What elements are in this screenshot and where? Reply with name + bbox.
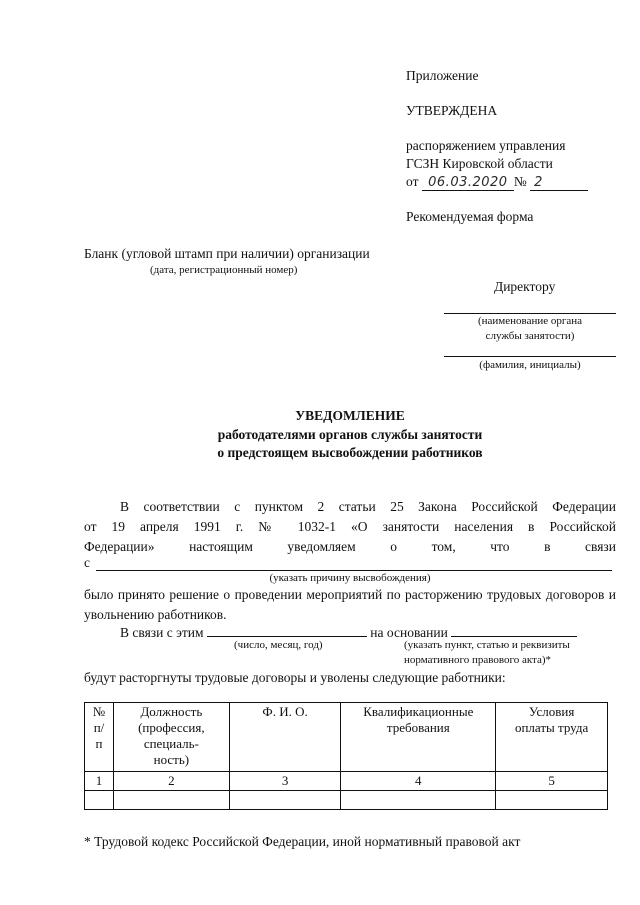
header-qualification: Квалификационные требования: [341, 703, 496, 772]
document-subtitle-2: о предстоящем высвобождении работников: [217, 445, 483, 460]
p3-middle: на основании: [370, 625, 448, 640]
table-cell: 1: [85, 772, 114, 791]
order-date-value: 06.03.2020: [422, 175, 514, 191]
addressee-director: Директору: [494, 279, 556, 294]
basis-hint-1: (указать пункт, статью и реквизиты: [404, 639, 570, 651]
table-cell: 2: [113, 772, 229, 791]
person-name-line: [444, 356, 616, 357]
body-line-1: В соответствии с пунктом 2 статьи 25 Закона Российской Федерации: [120, 499, 616, 514]
document-title: УВЕДОМЛЕНИЕ: [295, 408, 405, 423]
name-hint: (фамилия, инициалы): [479, 359, 581, 371]
table-cell: [85, 791, 114, 810]
org-hint-1: (наименование органа: [477, 315, 583, 327]
table-cell: [496, 791, 608, 810]
date-prefix: от: [406, 174, 419, 189]
reason-hint: (указать причину высвобождения): [269, 572, 431, 584]
letterhead-blank: Бланк (угловой штамп при наличии) организации: [84, 246, 370, 261]
appendix-label: Приложение: [406, 68, 479, 83]
footnote: * Трудовой кодекс Российской Федерации, иной нормативный правовой акт: [84, 834, 521, 849]
body-paragraph-4: будут расторгнуты трудовые договоры и уволены следующие работники:: [84, 670, 506, 685]
header-position: Должность (профессия, специаль- ность): [113, 703, 229, 772]
order-line-1: распоряжением управления: [406, 138, 566, 153]
recommended-form-label: Рекомендуемая форма: [406, 209, 534, 224]
number-prefix: №: [513, 174, 527, 189]
header-number: № п/ п: [85, 703, 114, 772]
basis-blank-line: [451, 622, 577, 637]
table-cell: [229, 791, 341, 810]
date-hint: (число, месяц, год): [234, 639, 323, 651]
p3-prefix: В связи с этим: [120, 625, 204, 640]
body-line-4-prefix: с: [84, 555, 90, 570]
org-hint-2: службы занятости): [485, 330, 575, 342]
table-cell: 4: [341, 772, 496, 791]
table-cell: 3: [229, 772, 341, 791]
body-line-3: Федерации» настоящим уведомляем о том, что в связи: [84, 539, 616, 554]
basis-hint-2: нормативного правового акта)*: [404, 654, 552, 666]
date-blank-line: [207, 622, 367, 637]
order-number-value: 2: [530, 175, 588, 191]
order-line-2: ГСЗН Кировской области: [406, 156, 553, 171]
order-date-line: [406, 174, 588, 191]
approved-label: УТВЕРЖДЕНА: [406, 103, 498, 118]
table-cell: [113, 791, 229, 810]
document-subtitle-1: работодателями органов службы занятости: [217, 427, 483, 442]
header-full-name: Ф. И. О.: [229, 703, 341, 772]
body-paragraph-2: было принято решение о проведении мероприятий по расторжению трудовых договоров и увольнению работников.: [84, 587, 616, 622]
letterhead-hint: (дата, регистрационный номер): [150, 264, 298, 276]
reason-line: [96, 570, 612, 571]
table-cell: [341, 791, 496, 810]
workers-table: [84, 702, 608, 810]
header-pay-conditions: Условия оплаты труда: [496, 703, 608, 772]
table-row: [85, 791, 608, 810]
table-header-row: [85, 703, 608, 772]
table-row: [85, 772, 608, 791]
body-line-2: от 19 апреля 1991 г. № 1032-1 «О занятости населения в Российской: [84, 519, 616, 534]
table-cell: 5: [496, 772, 608, 791]
org-name-line: [444, 313, 616, 314]
